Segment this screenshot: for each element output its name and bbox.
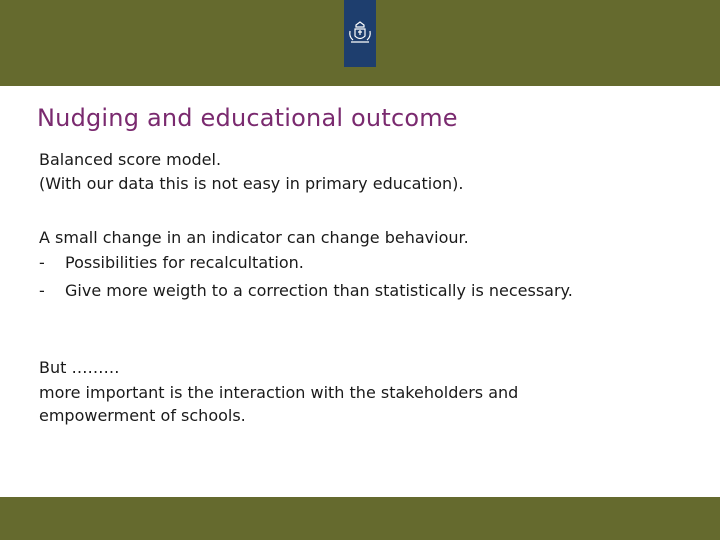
bullet-text: Give more weigth to a correction than statistically is necessary.	[65, 281, 573, 300]
bullet-item	[39, 251, 699, 275]
coat-of-arms-logo	[344, 0, 376, 67]
footer-band	[0, 497, 720, 540]
bullet-dash: -	[39, 253, 45, 272]
intro-line: A small change in an indicator can change behaviour.	[39, 228, 469, 247]
bullet-dash: -	[39, 281, 45, 300]
important-line-1: more important is the interaction with the stakeholders and	[39, 383, 519, 402]
model-line: Balanced score model.	[39, 150, 222, 169]
page-number: 33	[36, 479, 48, 489]
bullet-text: Possibilities for recalcultation.	[65, 253, 304, 272]
important-line-2: empowerment of schools.	[39, 406, 246, 425]
coat-of-arms-icon	[347, 21, 373, 47]
slide-title: Nudging and educational outcome	[37, 104, 458, 132]
bullet-item	[39, 279, 699, 303]
but-line: But ………	[39, 358, 120, 377]
note-line: (With our data this is not easy in primary education).	[39, 174, 464, 193]
